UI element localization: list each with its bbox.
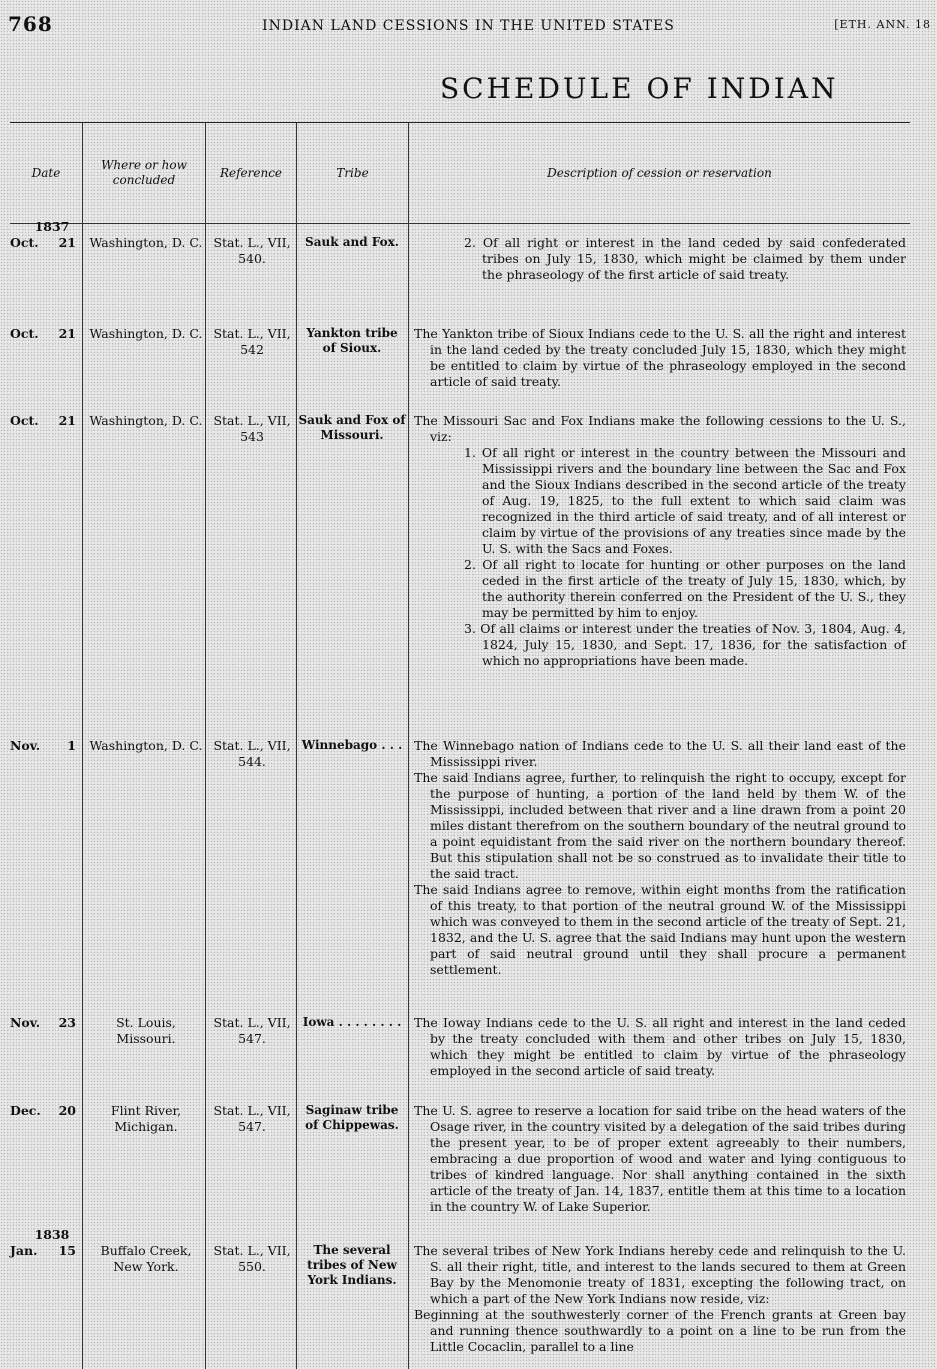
column-divider <box>82 123 83 1369</box>
month-label: Oct. <box>10 413 39 428</box>
tribe-cell: Winnebago . . . <box>301 738 403 752</box>
column-header-reference: Reference <box>219 165 283 180</box>
where-concluded-cell: Washington, D. C. <box>89 235 203 250</box>
description-paragraph: Beginning at the southwesterly corner of the French grants at Green bay and running thence southwardly to a point on a line to be run from the Little Cocaclin, parallel to a line <box>414 1307 906 1354</box>
page-header <box>0 0 937 60</box>
date-cell <box>10 219 80 251</box>
description-paragraph: 2. Of all right to locate for hunting or other purposes on the land ceded in the first article of the treaty of July 15, 1830, which, by the authority therein conferred on the President of the U. S., they may be permitted by him to enjoy. <box>464 557 906 620</box>
page-number: 768 <box>8 12 53 36</box>
where-concluded-cell: Buffalo Creek, New York. <box>100 1243 192 1274</box>
description-paragraph: The Yankton tribe of Sioux Indians cede to the U. S. all the right and interest in the land ceded by the treaty concluded July 15, 1830, which they might be entitled to claim by virtue of the phraseology employed in the second article of said treaty. <box>414 326 906 389</box>
running-right-label: [ETH. ANN. 18 <box>834 18 931 31</box>
month-day <box>10 413 80 429</box>
description-cell <box>414 1243 906 1355</box>
column-divider <box>296 123 297 1369</box>
date-cell <box>10 413 80 429</box>
tribe-cell: Sauk and Fox. <box>305 235 399 249</box>
reference-cell: Stat. L., VII, 547. <box>213 1015 291 1046</box>
reference-cell: Stat. L., VII, 550. <box>213 1243 291 1274</box>
month-label: Oct. <box>10 235 39 250</box>
month-day <box>10 738 80 754</box>
month-day <box>10 1103 80 1119</box>
description-paragraph: The Ioway Indians cede to the U. S. all right and interest in the land ceded by the treaty concluded with them and other tribes on July 15, 1830, which they might be entitled to claim by virtue of the phraseology employed in the second article of said treaty. <box>414 1015 906 1078</box>
tribe-cell: Sauk and Fox of Missouri. <box>298 413 406 442</box>
description-cell <box>414 738 906 978</box>
description-paragraph: The said Indians agree, further, to relinquish the right to occupy, except for the purpose of hunting, a portion of the land held by them W. of the Mississippi, included between that river and a line drawn from a point 20 miles distant therefrom on the southern boundary of the neutral ground to a point equidistant from the said river on the northern boundary thereof. But this stipulation shall not be so construed as to invalidate their title to the said tract. <box>414 770 906 881</box>
schedule-title: SCHEDULE OF INDIAN <box>440 72 839 105</box>
description-paragraph: The said Indians agree to remove, within eight months from the ratification of this treaty, to that portion of the neutral ground W. of the Mississippi which was conveyed to them in the second article of the treaty of Sept. 21, 1832, and the U. S. agree that the said Indians may hunt upon the western part of said neutral ground until they shall procure a permanent settlement. <box>414 882 906 977</box>
date-cell <box>10 326 80 342</box>
month-label: Oct. <box>10 326 39 341</box>
month-day <box>10 326 80 342</box>
month-label: Jan. <box>10 1243 38 1258</box>
where-concluded-cell: Flint River, Michigan. <box>110 1103 182 1134</box>
reference-cell: Stat. L., VII, 544. <box>213 738 291 769</box>
column-header-date: Date <box>31 165 61 180</box>
reference-cell: Stat. L., VII, 540. <box>213 235 291 266</box>
description-cell <box>414 235 906 283</box>
reference-cell: Stat. L., VII, 542 <box>213 326 291 357</box>
day-label: 15 <box>58 1243 76 1258</box>
month-day <box>10 1243 80 1259</box>
month-label: Nov. <box>10 738 41 753</box>
where-concluded-cell: St. Louis, Missouri. <box>116 1015 176 1046</box>
reference-cell: Stat. L., VII, 547. <box>213 1103 291 1134</box>
reference-cell: Stat. L., VII, 543 <box>213 413 291 444</box>
schedule-table <box>10 122 910 1369</box>
column-header-where: Where or how concluded <box>101 158 187 187</box>
date-cell <box>10 1227 80 1259</box>
header-divider <box>10 223 910 224</box>
description-cell <box>414 1103 906 1215</box>
date-cell <box>10 1103 80 1119</box>
column-divider <box>408 123 409 1369</box>
description-paragraph: 3. Of all claims or interest under the treaties of Nov. 3, 1804, Aug. 4, 1824, July 15, 1830, and Sept. 17, 1836, for the satisfaction of which no appropriations have been made. <box>464 621 906 668</box>
year-label: 1838 <box>34 1227 70 1242</box>
day-label: 21 <box>58 326 76 341</box>
date-cell <box>10 738 80 754</box>
description-cell <box>414 1015 906 1079</box>
where-concluded-cell: Washington, D. C. <box>89 413 203 428</box>
description-paragraph: 2. Of all right or interest in the land ceded by said confederated tribes on July 15, 1830, which might be claimed by them under the phraseology of the first article of said treaty. <box>464 235 906 282</box>
description-paragraph: 1. Of all right or interest in the country between the Missouri and Mississippi rivers and the boundary line between the Sac and Fox and the Sioux Indians described in the second article of the treaty of Aug. 19, 1825, to the full extent to which said claim was recognized in the third article of said treaty, and of all interest or claim by virtue of the provisions of any treaties since made by the U. S. with the Sacs and Foxes. <box>464 445 906 556</box>
description-paragraph: The several tribes of New York Indians hereby cede and relinquish to the U. S. all their right, title, and interest to the lands secured to them at Green Bay by the Menomonie treaty of 1831, excepting the following tract, on which a part of the New York Indians now reside, viz: <box>414 1243 906 1306</box>
where-concluded-cell: Washington, D. C. <box>89 738 203 753</box>
column-header-tribe: Tribe <box>336 165 369 180</box>
month-day <box>10 1015 80 1031</box>
day-label: 1 <box>67 738 76 753</box>
day-label: 21 <box>58 413 76 428</box>
description-cell <box>414 326 906 390</box>
month-label: Dec. <box>10 1103 41 1118</box>
where-concluded-cell: Washington, D. C. <box>89 326 203 341</box>
date-cell <box>10 1015 80 1031</box>
description-paragraph: The Winnebago nation of Indians cede to the U. S. all their land east of the Mississippi river. <box>414 738 906 769</box>
tribe-cell: The several tribes of New York Indians. <box>307 1243 397 1287</box>
column-header-description: Description of cession or reservation <box>547 165 772 180</box>
description-cell <box>414 413 906 669</box>
day-label: 21 <box>58 235 76 250</box>
year-label: 1837 <box>34 219 70 234</box>
day-label: 23 <box>58 1015 76 1030</box>
running-title: INDIAN LAND CESSIONS IN THE UNITED STATES <box>262 18 675 34</box>
description-paragraph: The U. S. agree to reserve a location for said tribe on the head waters of the Osage river, in the country visited by a delegation of the said tribes during the present year, to be of proper extent agreeably to their numbers, embracing a due proportion of wood and water and lying contiguous to tribes of kindred language. Nor shall anything contained in the sixth article of the treaty of Jan. 14, 1837, entitle them at this time to a location in the country W. of Lake Superior. <box>414 1103 906 1214</box>
description-paragraph: The Missouri Sac and Fox Indians make the following cessions to the U. S., viz: <box>414 413 906 444</box>
month-label: Nov. <box>10 1015 41 1030</box>
tribe-cell: Yankton tribe of Sioux. <box>306 326 398 355</box>
tribe-cell: Saginaw tribe of Chippewas. <box>305 1103 399 1132</box>
day-label: 20 <box>58 1103 76 1118</box>
month-day <box>10 235 80 251</box>
tribe-cell: Iowa . . . . . . . . <box>302 1015 402 1029</box>
